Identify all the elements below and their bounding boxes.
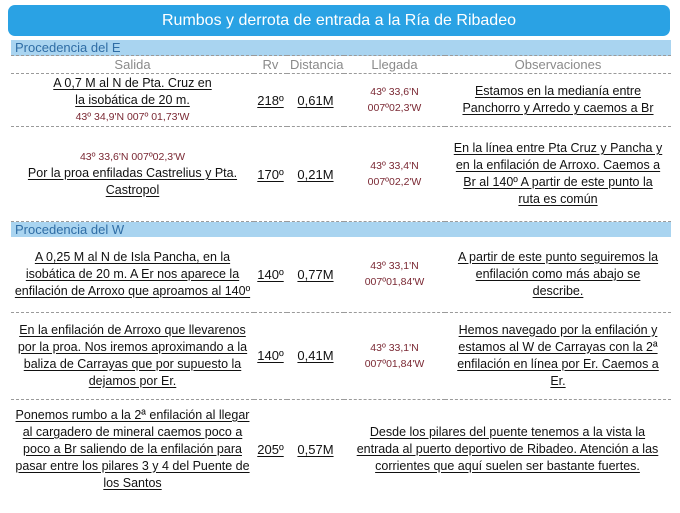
observaciones-cell bbox=[445, 312, 671, 399]
observaciones-cell bbox=[344, 399, 671, 499]
rv-cell: 140º bbox=[254, 312, 287, 399]
llegada-cell bbox=[344, 237, 445, 312]
llegada-lon: 007º01,84'W bbox=[364, 357, 425, 370]
llegada-lat: 43º 33,1'N bbox=[370, 260, 419, 273]
table-row bbox=[11, 399, 671, 499]
llegada-cell bbox=[344, 312, 445, 399]
column-header-rv: Rv bbox=[254, 56, 287, 74]
llegada-lon: 007º02,3'W bbox=[367, 102, 422, 114]
table-row bbox=[11, 127, 671, 222]
page-title: Rumbos y derrota de entrada a la Ría de Ribadeo bbox=[8, 5, 670, 36]
table-row bbox=[11, 74, 671, 127]
salida-text: En la enfilación de Arroxo que llevarenos por la proa. Nos iremos aproximando a la baliza de Carrayas que por supuesto la dejamos por Er. bbox=[17, 322, 248, 388]
salida-text: A 0,7 M al N de Pta. Cruz en la isobática de 20 m. bbox=[53, 76, 212, 107]
section-label: Procedencia del W bbox=[11, 222, 671, 238]
section-label: Procedencia del E bbox=[11, 40, 671, 56]
distancia-cell: 0,41M bbox=[287, 312, 344, 399]
rv-cell: 140º bbox=[254, 237, 287, 312]
llegada-lon: 007º02,2'W bbox=[367, 176, 422, 188]
distancia-cell: 0,57M bbox=[297, 441, 334, 457]
column-header-row bbox=[11, 56, 671, 74]
obs-text: En la línea entre Pta Cruz y Pancha y en la enfilación de Arroxo. Caemos a Br al 140º A partir de este punto la ruta es común bbox=[453, 141, 663, 206]
column-header-salida: Salida bbox=[11, 56, 254, 74]
salida-cell bbox=[11, 127, 254, 222]
obs-text: Estamos en la medianía entre Panchorro y Arredo y caemos a Br bbox=[462, 84, 654, 115]
llegada-lat: 43º 33,1'N bbox=[370, 341, 419, 354]
observaciones-cell bbox=[445, 237, 671, 312]
table-row bbox=[11, 237, 671, 312]
column-header-distancia: Distancia bbox=[287, 56, 344, 74]
rv-cell: 218º bbox=[254, 74, 287, 127]
distancia-cell: 0,61M bbox=[287, 74, 344, 127]
llegada-cell bbox=[344, 74, 445, 127]
salida-cell bbox=[11, 399, 254, 499]
route-table bbox=[11, 40, 671, 499]
rv-cell: 170º bbox=[254, 127, 287, 222]
observaciones-cell bbox=[445, 127, 671, 222]
salida-text: Ponemos rumbo a la 2ª enfilación al llegar al cargadero de mineral caemos poco a poco a Br saliendo de la enfilación para pasar entre los pilares 3 y 4 del Puente de los Santos bbox=[15, 407, 250, 490]
section-header-east bbox=[11, 40, 671, 56]
observaciones-cell bbox=[445, 74, 671, 127]
section-header-west bbox=[11, 222, 671, 238]
llegada-lat: 43º 33,6'N bbox=[370, 86, 419, 98]
distancia-cell: 0,77M bbox=[287, 237, 344, 312]
table-row bbox=[11, 312, 671, 399]
salida-text: A 0,25 M al N de Isla Pancha, en la isobática de 20 m. A Er nos aparece la enfilación de Arroxo que aproamos al 140º bbox=[14, 249, 251, 298]
salida-coord: 43º 34,9'N 007º 01,73'W bbox=[75, 111, 190, 123]
llegada-cell bbox=[344, 127, 445, 222]
column-header-llegada: Llegada bbox=[344, 56, 445, 74]
llegada-lon: 007º01,84'W bbox=[364, 276, 425, 289]
salida-coord: 43º 33,6'N 007º02,3'W bbox=[79, 151, 186, 163]
salida-cell bbox=[11, 237, 254, 312]
obs-text: Hemos navegado por la enfilación y estamos al W de Carrayas con la 2ª enfilación en línea por Er. Caemos a Er. bbox=[457, 322, 659, 388]
llegada-lat: 43º 33,4'N bbox=[370, 160, 419, 172]
distancia-cell: 0,21M bbox=[287, 127, 344, 222]
rv-cell: 205º bbox=[257, 441, 284, 457]
salida-cell bbox=[11, 74, 254, 127]
salida-text: Por la proa enfiladas Castrelius y Pta. Castropol bbox=[27, 166, 238, 197]
salida-cell bbox=[11, 312, 254, 399]
obs-text: A partir de este punto seguiremos la enfilación como más abajo se describe. bbox=[457, 249, 659, 298]
obs-text: Desde los pilares del puente tenemos a la vista la entrada al puerto deportivo de Ribadeo. Atención a las corrientes que aquí suelen ser bastante fuertes. bbox=[356, 424, 659, 473]
column-header-observaciones: Observaciones bbox=[445, 56, 671, 74]
